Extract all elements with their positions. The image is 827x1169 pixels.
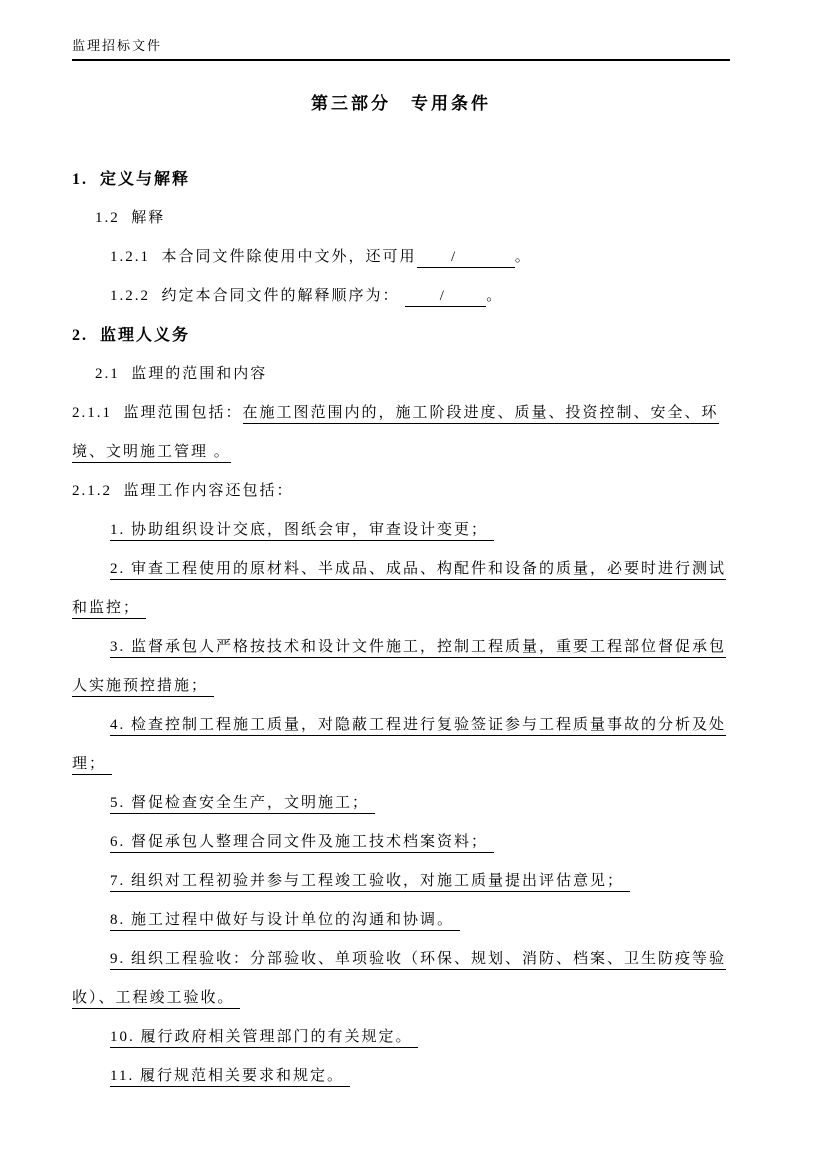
item-3-line-1	[72, 628, 730, 667]
clause-text: 2.1 监理的范围和内容	[95, 366, 268, 382]
item-4-line-1	[72, 706, 730, 745]
item-text: 理；	[72, 756, 112, 775]
item-text: 4. 检查控制工程施工质量，对隐蔽工程进行复验签证参与工程质量事故的分析及处	[110, 717, 726, 736]
clause-1-2	[72, 199, 730, 238]
item-text: 8. 施工过程中做好与设计单位的沟通和协调。	[110, 912, 460, 931]
clause-text: 1.2 解释	[95, 210, 166, 226]
item-2-line-2	[72, 589, 730, 628]
item-text: 收）、工程竣工验收。	[72, 990, 240, 1009]
item-text: 9. 组织工程验收：分部验收、单项验收（环保、规划、消防、档案、卫生防疫等验	[110, 951, 726, 970]
fill-in-blank: /	[405, 288, 486, 307]
page-header	[72, 38, 730, 61]
item-text: 2. 审查工程使用的原材料、半成品、成品、构配件和设备的质量，必要时进行测试	[110, 561, 726, 580]
item-7	[72, 862, 730, 901]
header-doc-label: 监理招标文件	[72, 38, 163, 53]
item-5	[72, 784, 730, 823]
clause-1-2-2	[72, 277, 730, 316]
item-text: 5. 督促检查安全生产，文明施工；	[110, 795, 375, 814]
heading-text: 2. 监理人义务	[72, 327, 191, 344]
document-title: 第三部分 专用条件	[311, 94, 491, 113]
item-text: 10. 履行政府相关管理部门的有关规定。	[110, 1029, 418, 1048]
period: 。	[514, 249, 532, 265]
clause-text: 2.1.2 监理工作内容还包括：	[72, 483, 294, 499]
clause-text: 2.1.1 监理范围包括：	[72, 405, 243, 421]
heading-text: 1. 定义与解释	[72, 171, 191, 188]
item-text: 3. 监督承包人严格按技术和设计文件施工，控制工程质量，重要工程部位督促承包	[110, 639, 726, 658]
item-text: 7. 组织对工程初验并参与工程竣工验收，对施工质量提出评估意见；	[110, 873, 630, 892]
item-11	[72, 1057, 730, 1096]
section-2-heading	[72, 316, 730, 355]
item-text: 1. 协助组织设计交底，图纸会审，审查设计变更；	[110, 522, 494, 541]
filled-answer: 在施工图范围内的，施工阶段进度、质量、投资控制、安全、环	[243, 405, 719, 424]
clause-2-1-1-line-1	[72, 394, 730, 433]
clause-2-1-2	[72, 472, 730, 511]
item-4-line-2	[72, 745, 730, 784]
item-6	[72, 823, 730, 862]
item-9-line-2	[72, 979, 730, 1018]
item-1	[72, 511, 730, 550]
period: 。	[486, 288, 504, 304]
clause-text: 1.2.1 本合同文件除使用中文外，还可用	[110, 249, 417, 265]
clause-text: 1.2.2 约定本合同文件的解释顺序为：	[110, 288, 406, 304]
clause-2-1-1-line-2	[72, 433, 730, 472]
item-2-line-1	[72, 550, 730, 589]
clause-1-2-1	[72, 238, 730, 277]
document-body	[72, 160, 730, 1096]
item-9-line-1	[72, 940, 730, 979]
filled-answer: 境、文明施工管理 。	[72, 444, 231, 463]
section-1-heading	[72, 160, 730, 199]
item-text: 11. 履行规范相关要求和规定。	[110, 1068, 350, 1087]
fill-in-blank: /	[417, 249, 515, 268]
item-text: 6. 督促承包人整理合同文件及施工技术档案资料；	[110, 834, 494, 853]
clause-2-1	[72, 355, 730, 394]
item-text: 和监控；	[72, 600, 146, 619]
item-text: 人实施预控措施；	[72, 678, 214, 697]
item-10	[72, 1018, 730, 1057]
item-8	[72, 901, 730, 940]
item-3-line-2	[72, 667, 730, 706]
